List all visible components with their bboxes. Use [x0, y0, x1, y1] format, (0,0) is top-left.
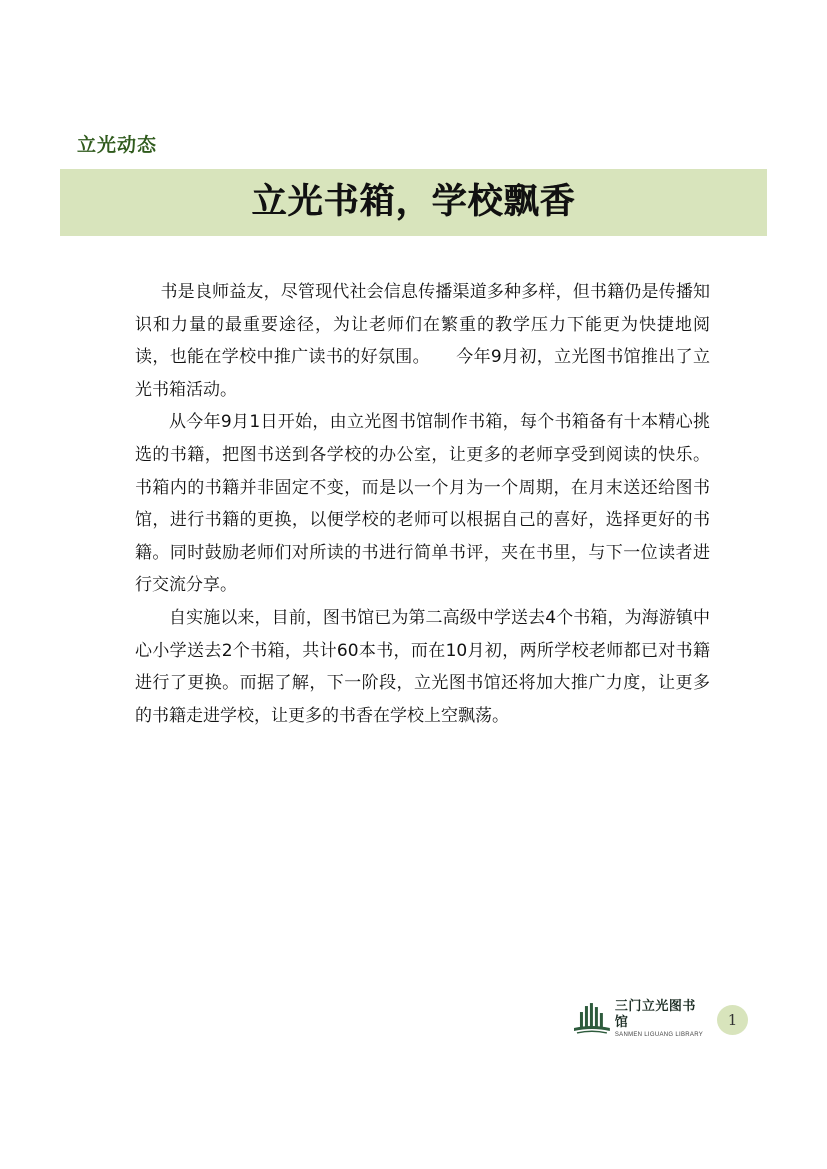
article-title: 立光书箱，学校飘香	[251, 182, 576, 222]
section-label: 立光动态	[77, 134, 158, 156]
library-logo-english: SANMEN LIGUANG LIBRARY	[614, 1031, 704, 1038]
title-banner	[60, 169, 767, 236]
article-body	[135, 276, 710, 732]
article-paragraph-2: 从今年9月1日开始，由立光图书馆制作书箱，每个书箱备有十本精心挑选的书籍，把图书送到各学校的办公室，让更多的老师享受到阅读的快乐。书箱内的书籍并非固定不变，而是以一个月为一个周期，在月末送还给图书馆，进行书籍的更换，以便学校的老师可以根据自己的喜好，选择更好的书籍。同时鼓励老师们对所读的书进行简单书评，夹在书里，与下一位读者进行交流分享。	[135, 412, 710, 596]
library-logo	[571, 999, 709, 1039]
page-number: 1	[717, 1005, 748, 1035]
article-paragraph-3: 自实施以来，目前，图书馆已为第二高级中学送去4个书箱，为海游镇中心小学送去2个书箱，共计60本书，而在10月初，两所学校老师都已对书籍进行了更换。而据了解，下一阶段，立光图书馆还将加大推广力度，让更多的书籍走进学校，让更多的书香在学校上空飘荡。	[135, 607, 710, 726]
library-books-icon	[571, 999, 613, 1039]
article-paragraph-1: 书是良师益友，尽管现代社会信息传播渠道多种多样，但书籍仍是传播知识和力量的最重要途径，为让老师们在繁重的教学压力下能更为快捷地阅读，也能在学校中推广读书的好氛围。 今年9月初，立光图书馆推出了立光书箱活动。	[135, 282, 710, 400]
library-logo-name: 三门立光图书馆	[614, 998, 696, 1030]
